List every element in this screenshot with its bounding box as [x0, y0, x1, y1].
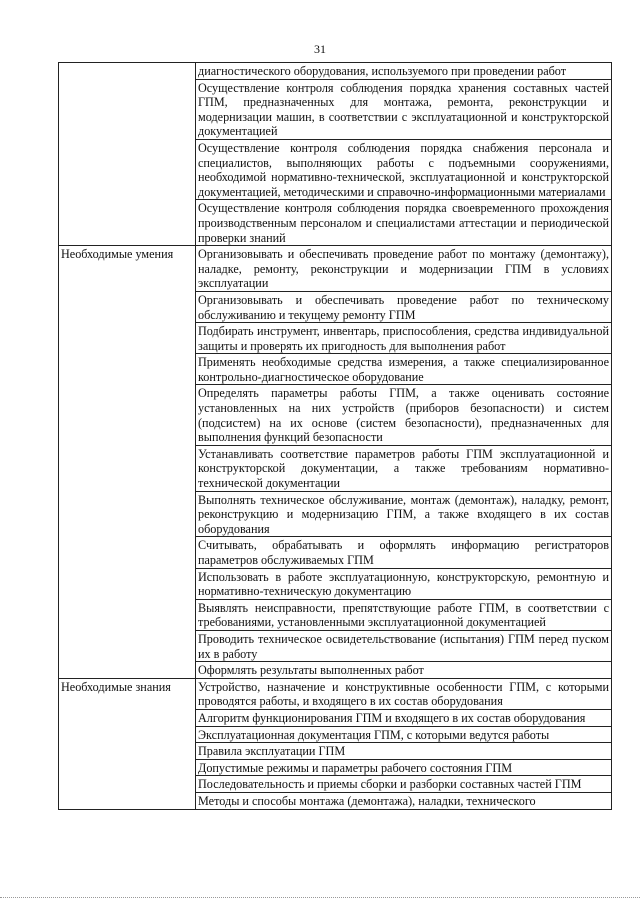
requirement-item: Методы и способы монтажа (демонтажа), наладки, технического: [196, 792, 612, 809]
requirement-item: Использовать в работе эксплуатационную, конструкторскую, ремонтную и нормативно-техническую документацию: [196, 568, 612, 599]
requirements-table: [58, 62, 612, 810]
requirement-item: Эксплуатационная документация ГПМ, с которыми ведутся работы: [196, 726, 612, 743]
requirement-item: Организовывать и обеспечивать проведение работ по техническому обслуживанию и текущему ремонту ГПМ: [196, 291, 612, 322]
requirement-item: Выполнять техническое обслуживание, монтаж (демонтаж), наладку, ремонт, реконструкцию и модернизацию ГПМ, а также входящего в их состав оборудования: [196, 491, 612, 537]
requirement-item: Осуществление контроля соблюдения порядка снабжения персонала и специалистов, выполняющих работы с подъемными сооружениями, необходимой нормативно-технической, эксплуатационной и конструкторской документацией, методическими и справочно-информационными материалами: [196, 139, 612, 199]
requirement-item: Допустимые режимы и параметры рабочего состояния ГПМ: [196, 759, 612, 776]
section-label: Необходимые умения: [59, 246, 196, 679]
table-row: [59, 63, 612, 80]
requirement-item: Оформлять результаты выполненных работ: [196, 662, 612, 679]
requirement-item: Правила эксплуатации ГПМ: [196, 743, 612, 760]
page-bottom-edge: [0, 897, 640, 898]
section-label: [59, 63, 196, 246]
requirement-item: Устройство, назначение и конструктивные особенности ГПМ, с которыми проводятся работы, и входящего в их состав оборудования: [196, 678, 612, 709]
requirement-item: Устанавливать соответствие параметров работы ГПМ эксплуатационной и конструкторской документации, а также требованиям нормативно-технической документации: [196, 445, 612, 491]
requirement-item: Проводить техническое освидетельствование (испытания) ГПМ перед пуском их в работу: [196, 630, 612, 661]
requirement-item: Алгоритм функционирования ГПМ и входящего в их состав оборудования: [196, 709, 612, 726]
requirement-item: Осуществление контроля соблюдения порядка своевременного прохождения производственным персоналом и специалистами аттестации и периодической проверки знаний: [196, 200, 612, 246]
requirement-item: Считывать, обрабатывать и оформлять информацию регистраторов параметров обслуживаемых ГПМ: [196, 537, 612, 568]
requirement-item: диагностического оборудования, используемого при проведении работ: [196, 63, 612, 80]
table-row: [59, 246, 612, 292]
requirement-item: Организовывать и обеспечивать проведение работ по монтажу (демонтажу), наладке, ремонту, реконструкции и модернизации ГПМ в условиях эксплуатации: [196, 246, 612, 292]
requirement-item: Определять параметры работы ГПМ, а также оценивать состояние установленных на них устройств (приборов безопасности) и систем (подсистем) на их основе (систем безопасности), предназначенных для выполнения функций безопасности: [196, 385, 612, 445]
requirement-item: Применять необходимые средства измерения, а также специализированное контрольно-диагностическое оборудование: [196, 354, 612, 385]
section-label: Необходимые знания: [59, 678, 196, 809]
requirement-item: Осуществление контроля соблюдения порядка хранения составных частей ГПМ, предназначенных для монтажа, ремонта, реконструкции и модернизации машин, в соответствии с эксплуатационной и конструкторской документацией: [196, 79, 612, 139]
table-row: [59, 678, 612, 709]
requirement-item: Подбирать инструмент, инвентарь, приспособления, средства индивидуальной защиты и проверять их пригодность для выполнения работ: [196, 323, 612, 354]
requirement-item: Выявлять неисправности, препятствующие работе ГПМ, в соответствии с требованиями, установленными эксплуатационной документацией: [196, 599, 612, 630]
page-number: 31: [314, 42, 326, 56]
requirement-item: Последовательность и приемы сборки и разборки составных частей ГПМ: [196, 776, 612, 793]
